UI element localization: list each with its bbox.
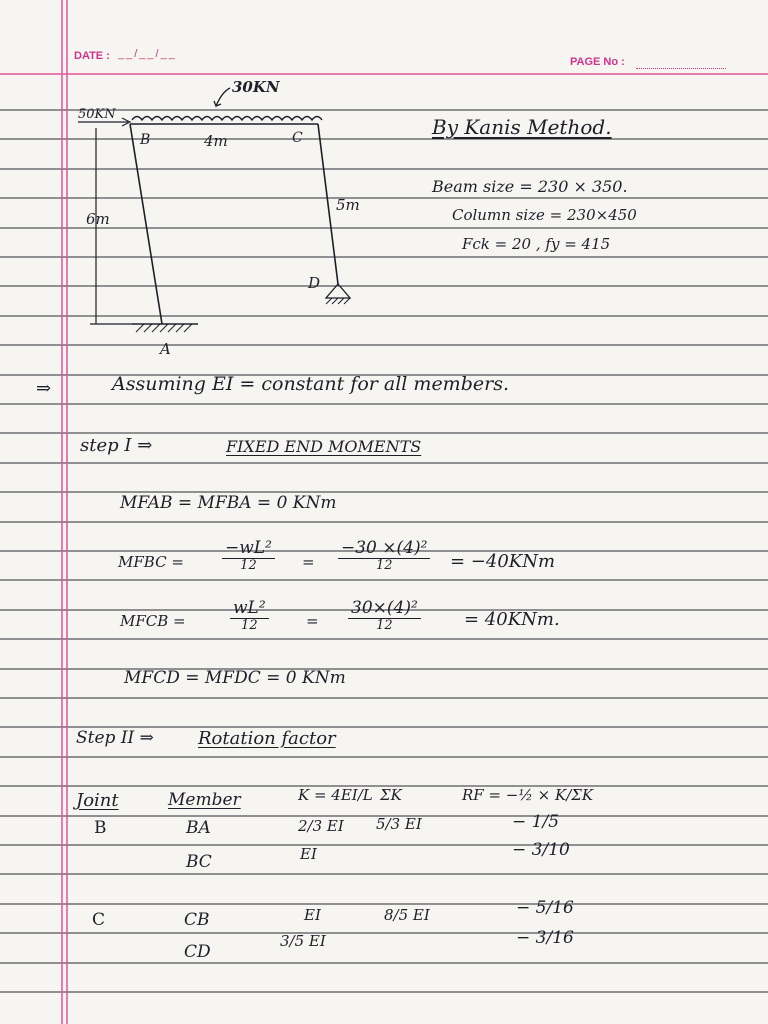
support-d-pin <box>326 284 350 298</box>
page-number-field <box>636 68 726 69</box>
joint-c-label: C <box>292 130 303 146</box>
udl-label: 30KN <box>232 78 280 96</box>
fem-bc-formula-den: 12 <box>240 557 257 573</box>
assumption-text: Assuming EI = constant for all members. <box>112 373 509 395</box>
column-size-text: Column size = 230×450 <box>452 206 637 224</box>
method-title: By Kanis Method. <box>432 115 612 139</box>
rf-row-member: BA <box>186 818 211 838</box>
rf-row-rf: − 3/16 <box>516 928 574 948</box>
rf-row-member: CB <box>184 910 210 930</box>
step-1-title: FIXED END MOMENTS <box>226 437 422 456</box>
fem-cb-substitution <box>348 600 421 632</box>
rf-row-member: BC <box>186 852 212 872</box>
udl-load-wave <box>132 117 322 121</box>
fem-cb-result: = 40KNm. <box>464 609 560 630</box>
step-2-label: Step II ⇒ <box>76 728 154 748</box>
joint-d-label: D <box>308 274 321 292</box>
rf-row-k: 2/3 EI <box>298 817 344 835</box>
step-2-title: Rotation factor <box>198 728 336 749</box>
fem-bc-substitution-den: 12 <box>375 557 393 573</box>
fem-cb-lhs: MFCB = <box>120 612 186 630</box>
fem-cd-dc: MFCD = MFDC = 0 KNm <box>124 668 346 688</box>
fem-cb-substitution-num: 30×(4)² <box>348 600 421 619</box>
rf-row-k: 3/5 EI <box>280 932 326 950</box>
fem-bc-formula <box>222 540 275 572</box>
date-value: __/__/__ <box>118 48 177 60</box>
fem-cb-formula-den: 12 <box>241 617 258 633</box>
rf-header-sum-k: ΣK <box>380 786 402 804</box>
portal-frame-diagram <box>70 76 490 358</box>
fem-cb-substitution-den: 12 <box>376 617 393 633</box>
rf-row-joint: B <box>94 818 107 838</box>
fem-bc-substitution-num: −30 ×(4)² <box>338 540 430 559</box>
rf-row-k: EI <box>300 845 317 863</box>
support-d-hatch <box>326 298 350 304</box>
height-ab-label: 6m <box>86 210 110 228</box>
fem-cb-formula <box>230 600 269 632</box>
member-ab-column <box>130 124 162 324</box>
fem-bc-lhs: MFBC = <box>118 553 184 571</box>
rf-row-sum-k: 8/5 EI <box>384 906 430 924</box>
rf-row-k: EI <box>304 906 321 924</box>
rf-header-member: Member <box>168 790 241 810</box>
support-a-hatch <box>136 324 192 332</box>
span-bc-label: 4m <box>204 132 228 150</box>
rf-row-joint: C <box>92 910 106 930</box>
rf-row-member: CD <box>184 942 211 962</box>
point-load-label: 50KN <box>78 107 116 122</box>
fem-bc-result: = −40KNm <box>450 551 556 572</box>
fem-ab-ba: MFAB = MFBA = 0 KNm <box>120 493 337 513</box>
assumption-arrow: ⇒ <box>36 378 52 399</box>
member-cd-column <box>318 124 338 284</box>
fem-bc-equals: = <box>302 553 315 571</box>
udl-arrow <box>214 88 230 106</box>
rf-header-joint: Joint <box>76 790 119 811</box>
page-number-label: PAGE No : <box>570 56 625 68</box>
rf-row-rf: − 3/10 <box>512 840 570 860</box>
rf-row-rf: − 5/16 <box>516 898 574 918</box>
fem-cb-equals: = <box>306 612 319 630</box>
rf-row-sum-k: 5/3 EI <box>376 815 422 833</box>
step-1-label: step I ⇒ <box>80 435 153 456</box>
fem-bc-formula-num: −wL² <box>222 540 275 559</box>
materials-text: Fck = 20 , fy = 415 <box>462 235 611 253</box>
date-label: DATE : <box>74 50 110 62</box>
joint-a-label: A <box>160 340 171 358</box>
fem-cb-formula-num: wL² <box>230 600 269 619</box>
height-cd-label: 5m <box>336 196 360 214</box>
rf-header-rf: RF = −½ × K/ΣK <box>462 786 594 804</box>
beam-size-text: Beam size = 230 × 350. <box>432 177 628 196</box>
fem-bc-substitution <box>338 540 430 572</box>
rf-row-rf: − 1/5 <box>512 812 560 832</box>
rf-header-k: K = 4EI/L <box>298 786 373 804</box>
joint-b-label: B <box>140 132 151 148</box>
